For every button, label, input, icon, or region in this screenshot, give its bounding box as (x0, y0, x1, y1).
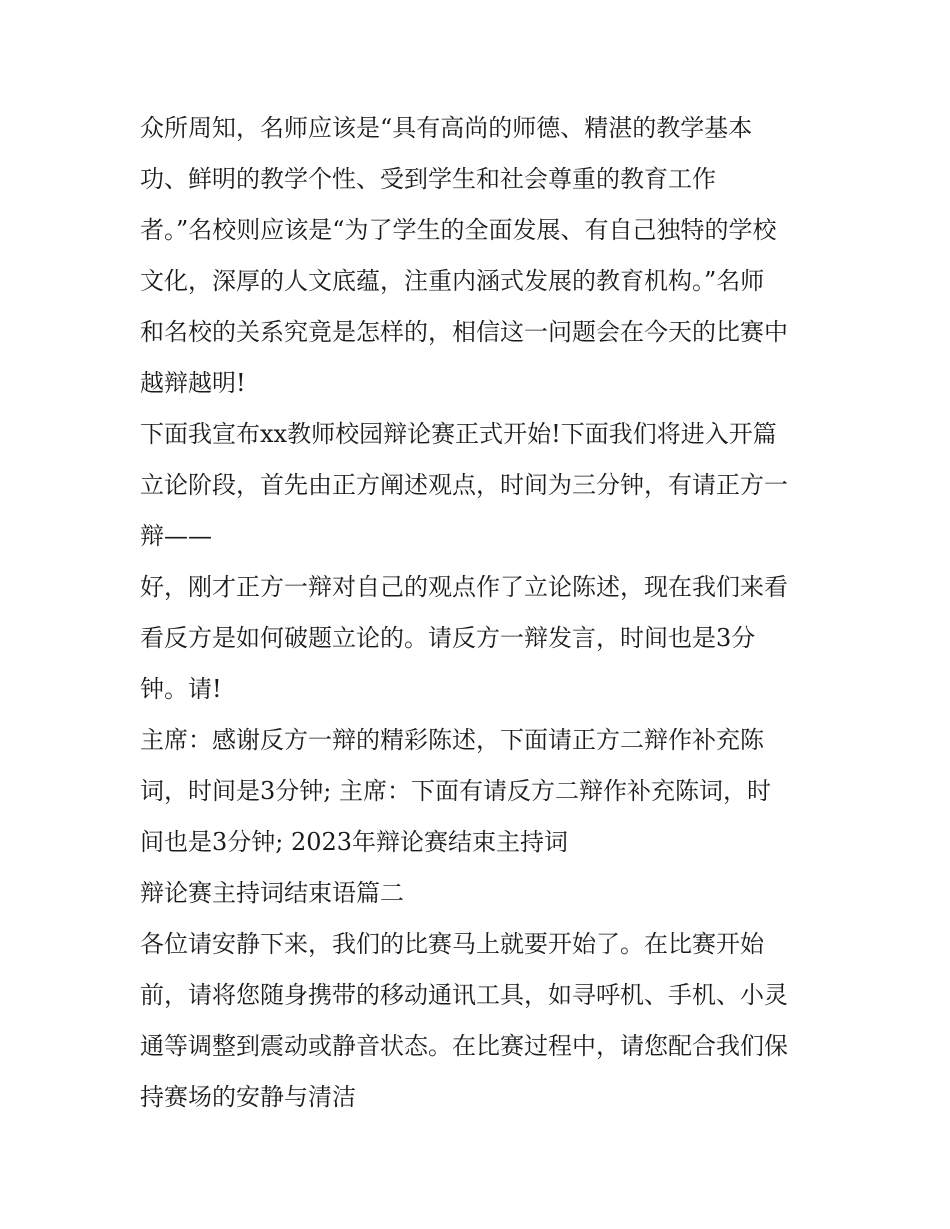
paragraph-rebuttal (140, 562, 820, 715)
document-body (140, 103, 820, 1123)
text-line: 辩—— (140, 522, 212, 550)
text-line: 下面我宣布xx教师校园辩论赛正式开始!下面我们将进入开篇 (140, 420, 777, 448)
heading-line: 辩论赛主持词结束语篇二 (140, 879, 404, 907)
text-line: 看反方是如何破题立论的。请反方一辩发言，时间也是3分 (140, 624, 756, 652)
text-line: 词，时间是3分钟; 主席：下面有请反方二辩作补充陈词，时 (140, 777, 771, 805)
text-line: 钟。请! (140, 675, 222, 703)
text-line: 通等调整到震动或静音状态。在比赛过程中，请您配合我们保 (140, 1032, 788, 1060)
text-line: 主席：感谢反方一辩的精彩陈述，下面请正方二辩作补充陈 (140, 726, 764, 754)
paragraph-announce (140, 409, 820, 562)
text-line: 立论阶段，首先由正方阐述观点，时间为三分钟，有请正方一 (140, 471, 788, 499)
text-line: 好，刚才正方一辩对自己的观点作了立论陈述，现在我们来看 (140, 573, 788, 601)
text-line: 持赛场的安静与清洁 (140, 1083, 356, 1111)
paragraph-chair (140, 715, 820, 868)
text-line: 功、鲜明的教学个性、受到学生和社会尊重的教育工作 (140, 165, 716, 193)
section-heading (140, 868, 820, 919)
paragraph-intro (140, 103, 820, 409)
text-line: 者。”名校则应该是“为了学生的全面发展、有自己独特的学校 (140, 216, 777, 244)
text-line: 众所周知，名师应该是“具有高尚的师德、精湛的教学基本 (140, 114, 753, 142)
text-line: 前，请将您随身携带的移动通讯工具，如寻呼机、手机、小灵 (140, 981, 788, 1009)
text-line: 文化，深厚的人文底蕴，注重内涵式发展的教育机构。”名师 (140, 267, 765, 295)
text-line: 越辩越明! (140, 369, 246, 397)
text-line: 各位请安静下来，我们的比赛马上就要开始了。在比赛开始 (140, 930, 764, 958)
text-line: 和名校的关系究竟是怎样的，相信这一问题会在今天的比赛中 (140, 318, 788, 346)
text-line: 间也是3分钟; 2023年辩论赛结束主持词 (140, 828, 569, 856)
paragraph-closing (140, 919, 820, 1123)
